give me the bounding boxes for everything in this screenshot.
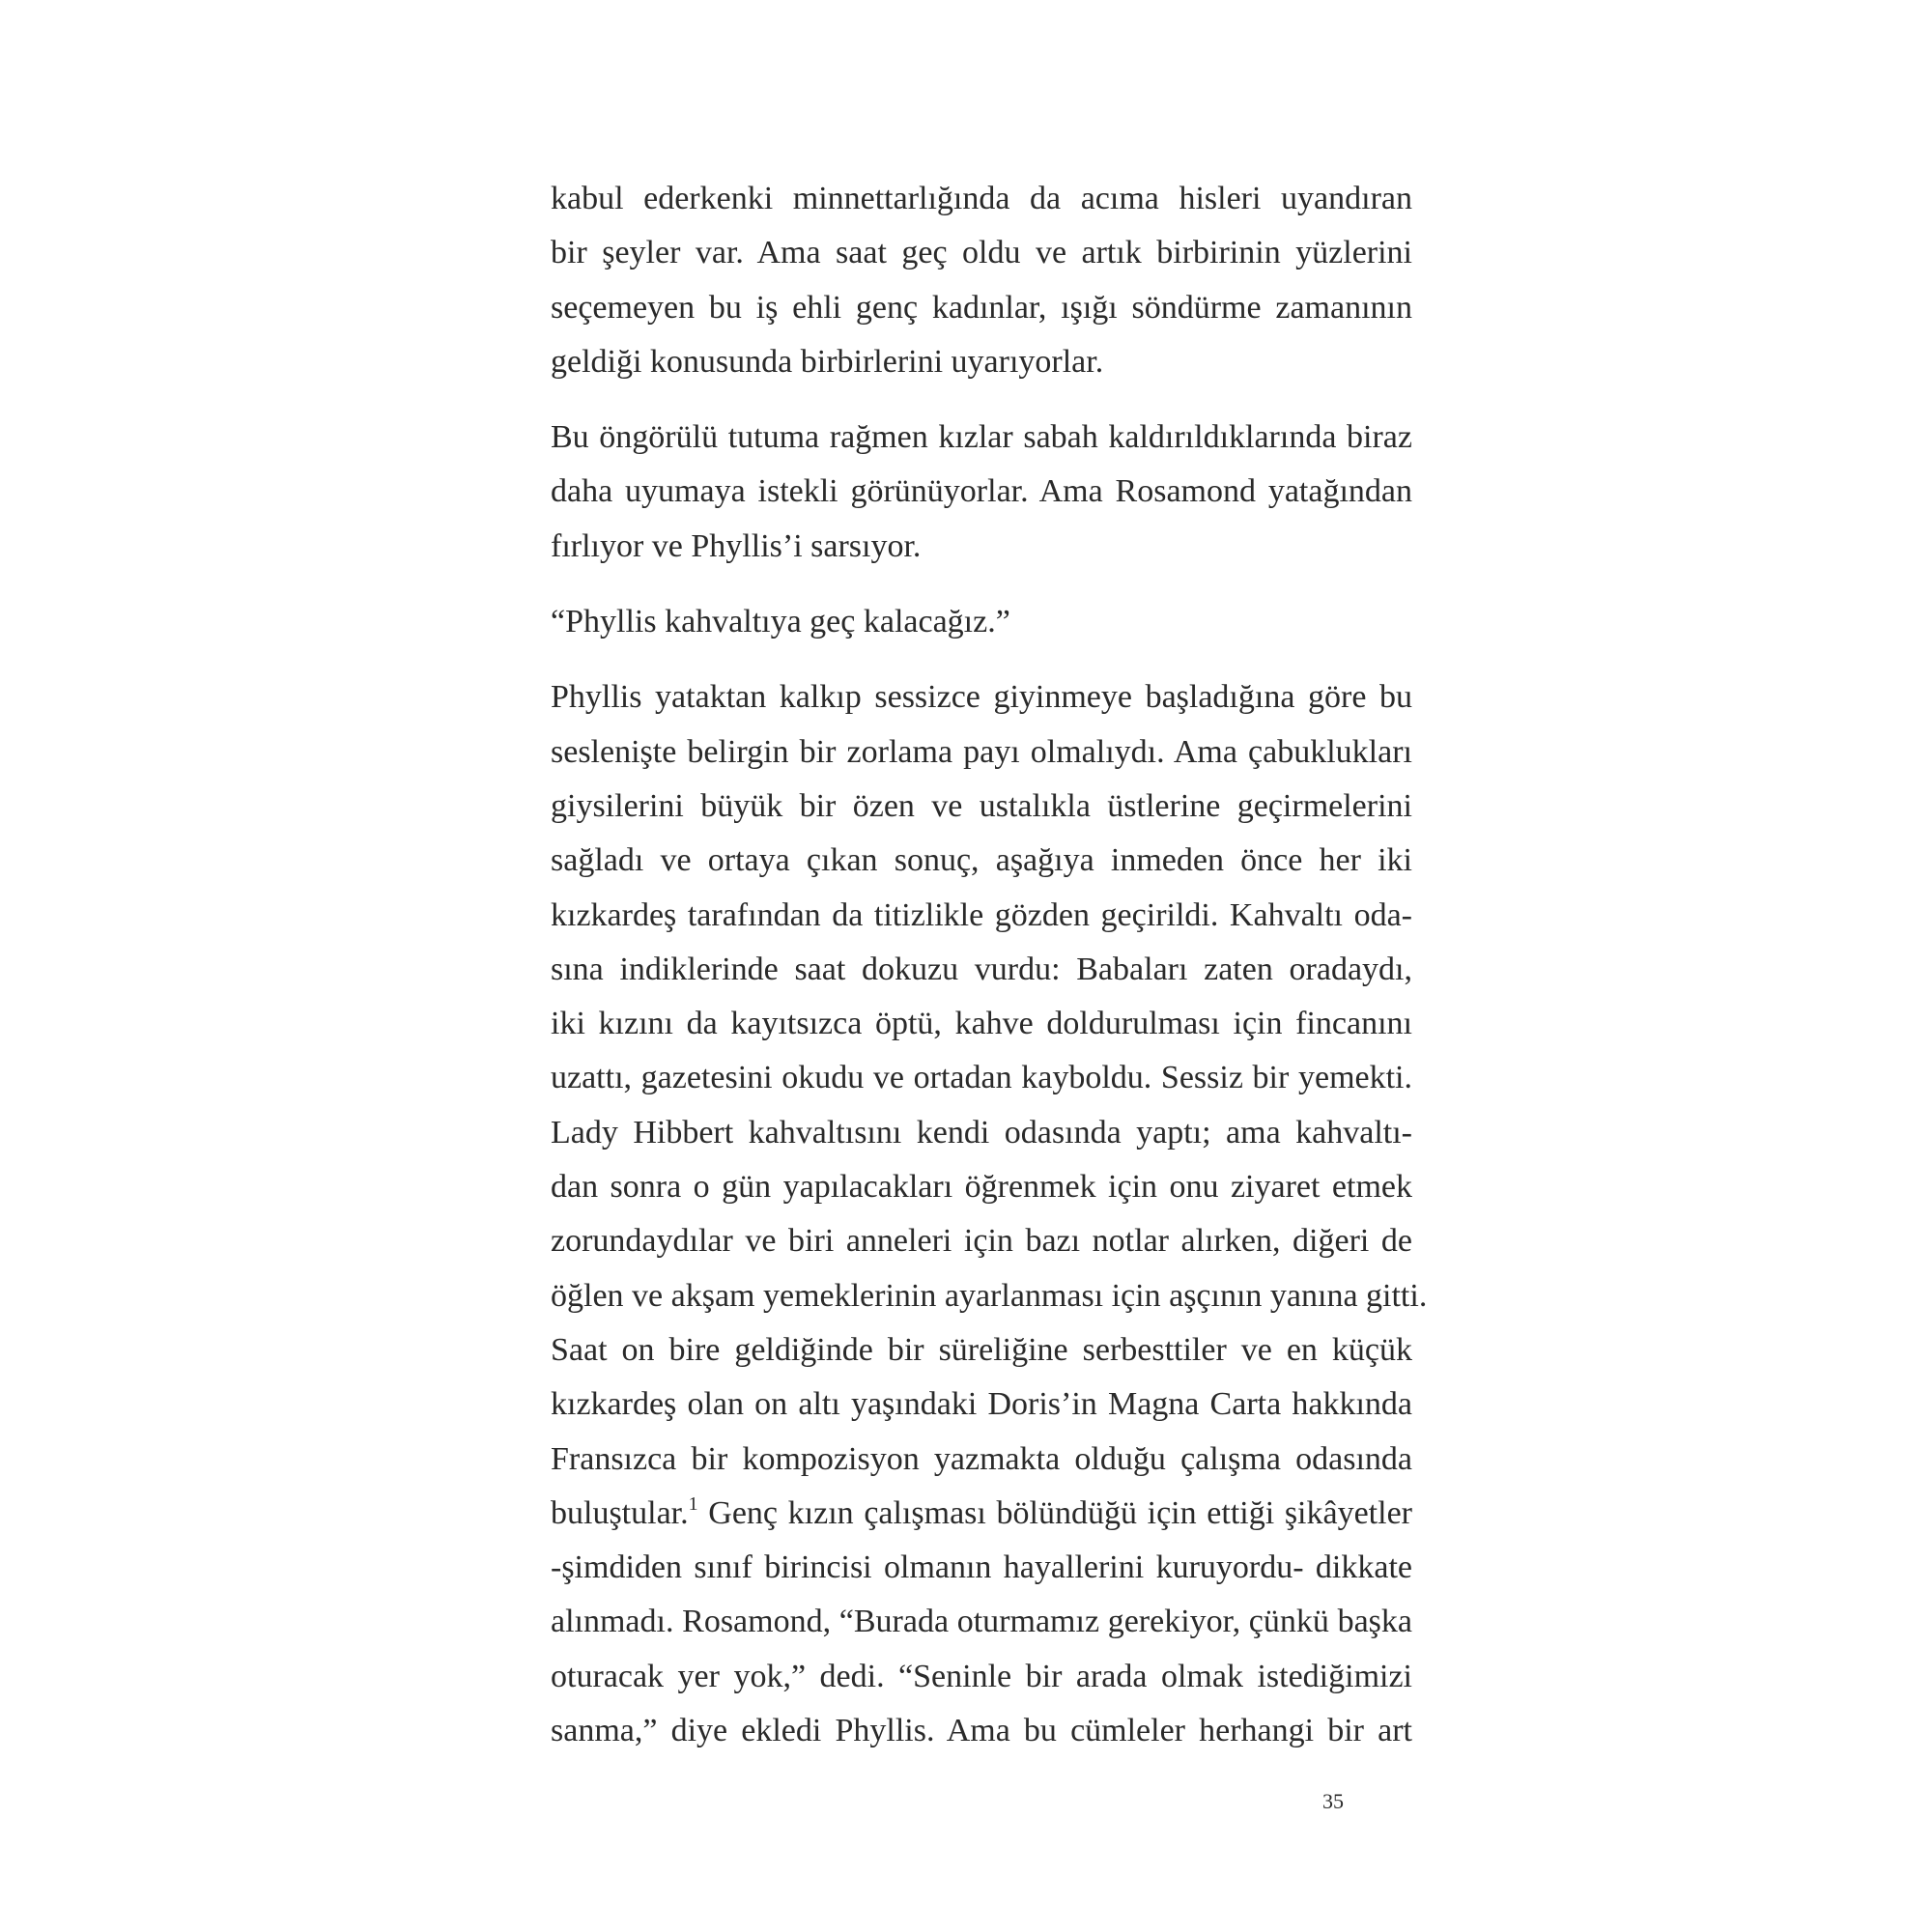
footnote-line-before: buluştular. (551, 1494, 689, 1531)
page-number: 35 (1322, 1789, 1344, 1813)
text-line: oturacak yer yok,” dedi. “Seninle bir arada olmak istediğimizi (551, 1658, 1412, 1694)
text-line: bir şeyler var. Ama saat geç oldu ve artık birbirinin yüzlerini (551, 235, 1412, 271)
text-line: zorundaydılar ve biri anneleri için bazı notlar alırken, diğeri de (551, 1223, 1412, 1260)
text-line: sına indiklerinde saat dokuzu vurdu: Babaları zaten oradaydı, (551, 951, 1412, 987)
text-line: dan sonra o gün yapılacakları öğrenmek için onu ziyaret etmek (551, 1169, 1412, 1206)
text-line: Fransızca bir kompozisyon yazmakta olduğu çalışma odasında (551, 1440, 1412, 1477)
text-line: kızkardeş olan on altı yaşındaki Doris’in Magna Carta hakkında (551, 1386, 1412, 1423)
text-line: Phyllis yataktan kalkıp sessizce giyinmeye başladığına göre bu (551, 679, 1412, 716)
text-line: kızkardeş tarafından da titizlikle gözden geçirildi. Kahvaltı oda- (551, 896, 1412, 933)
text-line: “Phyllis kahvaltıya geç kalacağız.” (551, 604, 1010, 640)
text-line: Lady Hibbert kahvaltısını kendi odasında yaptı; ama kahvaltı- (551, 1114, 1412, 1151)
book-page (551, 172, 1428, 1853)
body-text (551, 172, 1428, 1758)
paragraph-3 (551, 595, 1412, 649)
text-line: alınmadı. Rosamond, “Burada oturmamız gerekiyor, çünkü başka (551, 1604, 1412, 1640)
text-line: seslenişte belirgin bir zorlama payı olmalıydı. Ama çabuklukları (551, 733, 1412, 770)
text-line: Saat on bire geldiğinde bir süreliğine serbesttiler ve en küçük (551, 1331, 1412, 1368)
text-line: uzattı, gazetesini okudu ve ortadan kayboldu. Sessiz bir yemekti. (551, 1060, 1412, 1096)
text-line: geldiği konusunda birbirlerini uyarıyorlar. (551, 343, 1104, 380)
text-line: daha uyumaya istekli görünüyorlar. Ama Rosamond yatağından (551, 473, 1412, 510)
text-line: seçemeyen bu iş ehli genç kadınlar, ışığı söndürme zamanının (551, 289, 1412, 326)
text-line-with-footnote (551, 1487, 1412, 1541)
text-line: öğlen ve akşam yemeklerinin ayarlanması için aşçının yanına gitti. (551, 1277, 1428, 1314)
paragraph-2 (551, 411, 1412, 574)
paragraph-4 (551, 670, 1428, 1758)
text-line: iki kızını da kayıtsızca öptü, kahve doldurulması için fincanını (551, 1006, 1412, 1042)
text-line: fırlıyor ve Phyllis’i sarsıyor. (551, 527, 922, 564)
text-line: kabul ederkenki minnettarlığında da acıma hisleri uyandıran (551, 181, 1412, 216)
paragraph-1 (551, 172, 1412, 389)
footnote-line-after: Genç kızın çalışması bölündüğü için ettiği şikâyetler (697, 1494, 1412, 1531)
text-line: sağladı ve ortaya çıkan sonuç, aşağıya inmeden önce her iki (551, 842, 1412, 879)
text-line: giysilerini büyük bir özen ve ustalıkla üstlerine geçirmelerini (551, 787, 1412, 824)
footnote-marker: 1 (688, 1492, 698, 1515)
text-line: -şimdiden sınıf birincisi olmanın hayallerini kuruyordu- dikkate (551, 1549, 1412, 1586)
text-line: Bu öngörülü tutuma rağmen kızlar sabah kaldırıldıklarında biraz (551, 419, 1412, 456)
text-line: sanma,” diye ekledi Phyllis. Ama bu cümleler herhangi bir art (551, 1713, 1412, 1749)
